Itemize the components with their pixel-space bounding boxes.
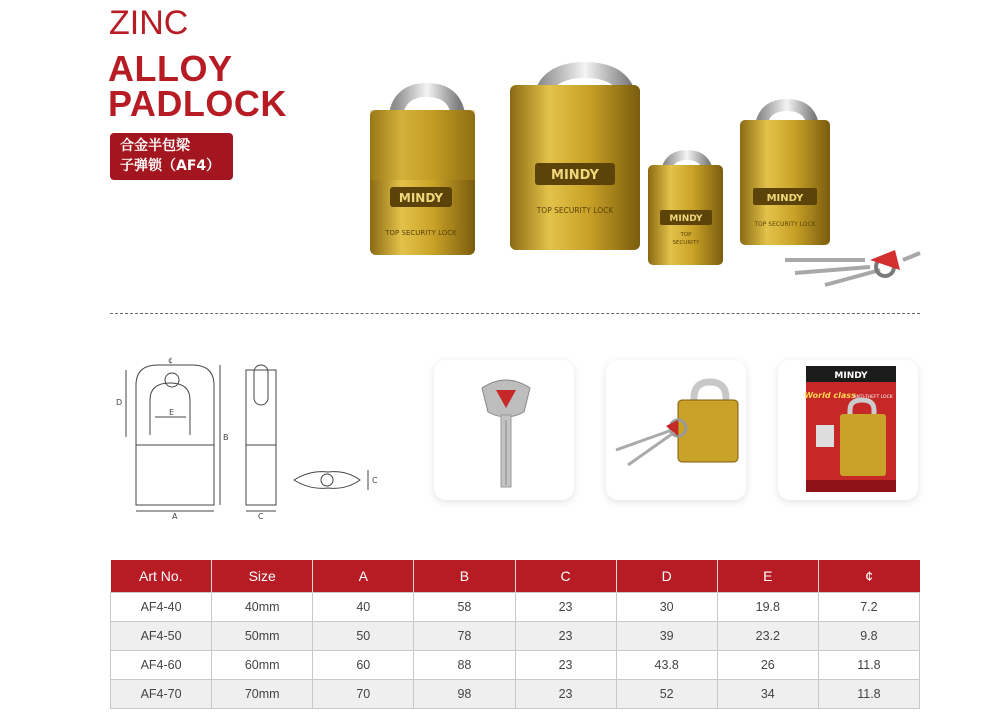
table-cell: 19.8	[717, 593, 818, 622]
table-cell: 70mm	[212, 680, 313, 709]
title-zinc: ZINC	[109, 4, 189, 42]
label-e: E	[169, 408, 175, 417]
table-cell: 43.8	[616, 651, 717, 680]
lock-4-tagline: TOP SECURITY LOCK	[754, 221, 816, 228]
header-phi: ¢	[818, 560, 919, 593]
header-d: D	[616, 560, 717, 593]
table-cell: 40mm	[212, 593, 313, 622]
label-c-side: C	[258, 512, 264, 521]
table-cell: 98	[414, 680, 515, 709]
header-e: E	[717, 560, 818, 593]
dimension-drawing	[110, 345, 400, 525]
table-cell: 11.8	[818, 651, 919, 680]
section-divider	[110, 313, 920, 314]
table-cell: 50mm	[212, 622, 313, 651]
title-padlock: PADLOCK	[108, 83, 287, 124]
table-cell: 78	[414, 622, 515, 651]
package-subtitle: ANTI-THEFT LOCK	[853, 395, 893, 400]
hero-padlocks-image	[355, 55, 925, 305]
table-cell: 9.8	[818, 622, 919, 651]
table-row	[111, 622, 920, 651]
title-alloy: ALLOY	[108, 48, 233, 89]
table-cell: 60	[313, 651, 414, 680]
table-cell: 30	[616, 593, 717, 622]
lock-3-tagline-1: TOP	[680, 232, 692, 238]
lock-4-brand: MINDY	[766, 193, 804, 204]
table-cell: AF4-40	[111, 593, 212, 622]
padlock-3	[648, 155, 723, 265]
table-cell: 23	[515, 651, 616, 680]
lock-3-tagline-2: SECURITY	[672, 240, 700, 246]
packaging-card	[778, 360, 918, 500]
header-art-no: Art No.	[111, 560, 212, 593]
lock-1-brand: MINDY	[398, 191, 444, 205]
padlock-2	[510, 70, 640, 250]
table-cell: AF4-70	[111, 680, 212, 709]
table-cell: 60mm	[212, 651, 313, 680]
product-code-badge	[110, 133, 233, 180]
padlock-1	[370, 90, 475, 255]
table-cell: AF4-60	[111, 651, 212, 680]
header-c: C	[515, 560, 616, 593]
package-banner: World class	[804, 391, 856, 400]
label-a: A	[172, 512, 178, 521]
table-row	[111, 593, 920, 622]
table-cell: 70	[313, 680, 414, 709]
header-size: Size	[212, 560, 313, 593]
padlock-icon	[606, 360, 746, 500]
table-cell: 50	[313, 622, 414, 651]
padlock-4	[740, 105, 830, 245]
package-brand: MINDY	[834, 371, 868, 381]
lock-3-brand: MINDY	[669, 214, 703, 224]
lock-2-tagline: TOP SECURITY LOCK	[536, 206, 614, 215]
table-cell: 39	[616, 622, 717, 651]
table-cell: 23	[515, 622, 616, 651]
header-a: A	[313, 560, 414, 593]
table-cell: 88	[414, 651, 515, 680]
lock-1-tagline: TOP SECURITY LOCK	[385, 229, 457, 237]
spec-table	[110, 560, 920, 709]
packaging-image	[778, 360, 918, 500]
header-b: B	[414, 560, 515, 593]
label-c-bottom: C	[372, 476, 378, 485]
badge-line-2: 子弹锁（AF4）	[120, 158, 221, 174]
key-image-card	[434, 360, 574, 500]
table-cell: 58	[414, 593, 515, 622]
table-row	[111, 680, 920, 709]
label-d: D	[116, 398, 123, 407]
table-cell: 7.2	[818, 593, 919, 622]
table-cell: AF4-50	[111, 622, 212, 651]
table-cell: 40	[313, 593, 414, 622]
label-phi: ¢	[168, 356, 174, 365]
table-header-row	[111, 560, 920, 593]
table-cell: 23	[515, 593, 616, 622]
table-cell: 34	[717, 680, 818, 709]
table-row	[111, 651, 920, 680]
table-cell: 26	[717, 651, 818, 680]
key-icon	[434, 360, 574, 500]
lock-2-brand: MINDY	[551, 168, 599, 183]
keys-bunch	[785, 250, 920, 285]
badge-line-1: 合金半包梁	[120, 138, 190, 154]
table-cell: 52	[616, 680, 717, 709]
table-cell: 11.8	[818, 680, 919, 709]
lock-with-keys-card	[606, 360, 746, 500]
label-b: B	[223, 433, 229, 442]
table-cell: 23	[515, 680, 616, 709]
table-cell: 23.2	[717, 622, 818, 651]
